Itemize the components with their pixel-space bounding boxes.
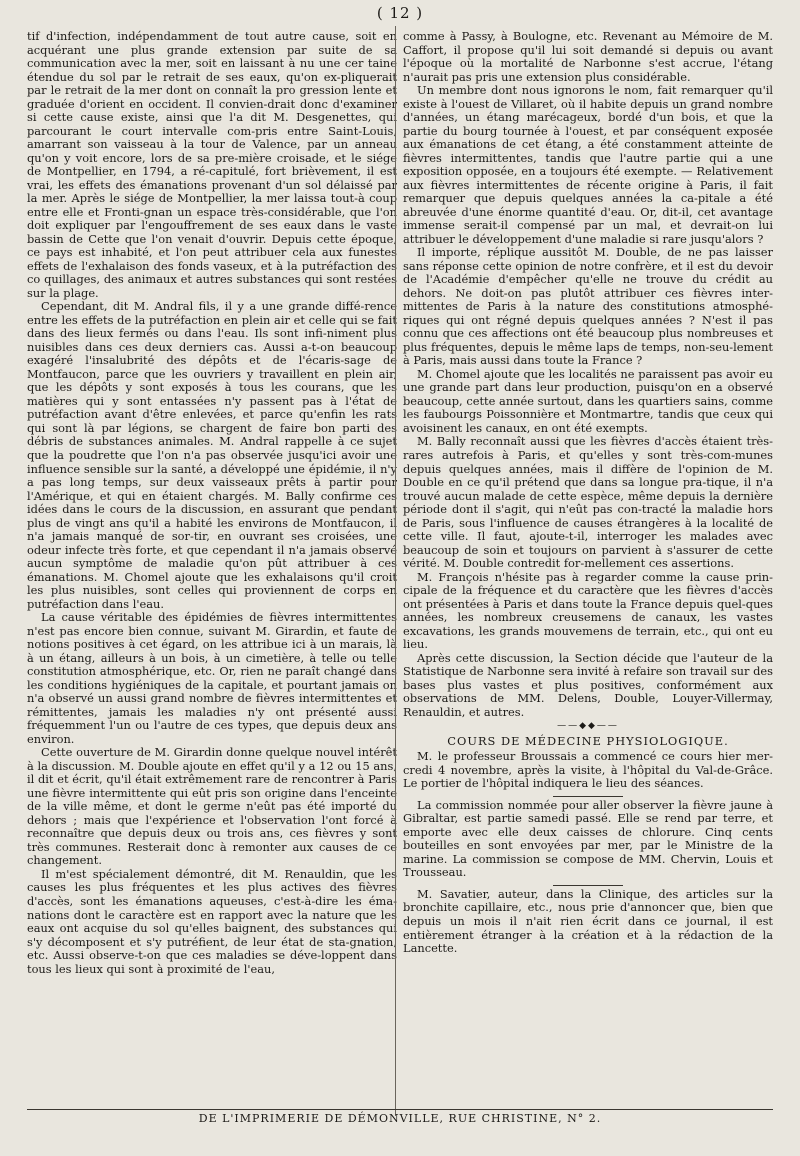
paragraph: Il m'est spécialement démontré, dit M. Renauldin, que les causes les plus fréquentes et les plus actives des fièvres d'accès, sont les émanations aqueuses, c'est-à-dire les éma-nations dont le caractère est en rapport avec la nature que les eaux ont acquise du sol qu'elles baignent, des substances qui s'y décomposent et s'y putréfient, de leur état de sta-gnation, etc. Aussi observe-t-on que ces maladies se déve-loppent dans tous les lieux qui sont à proximité de l'eau, — [27, 866, 397, 976]
paragraph: Il importe, réplique aussitôt M. Double, de ne pas laisser sans réponse cette opinion de notre confrère, et il est du devoir de l'Académie d'empêcher qu'elle ne trouve du crédit au dehors. Ne doit-on pas plutôt attribuer ces fièvres inter-mittentes de Paris à la nature des constitutions atmosphé-riques qui ont régné depuis quelques années ? N'est il pas connu que ces affections ont été beaucoup plus nombreuses et plus fréquentes, depuis le même laps de temps, non-seu-lement à Paris, mais aussi dans toute la France ? — [403, 245, 773, 368]
paragraph: Un membre dont nous ignorons le nom, fait remarquer qu'il existe à l'ouest de Villaret, où il habite depuis un grand nombre d'années, un étang marécageux, bordé d'un bois, et que la partie du bourg tournée à l'ouest, et par conséquent exposée aux émanations de cet étang, a été constamment atteinte de fièvres intermittentes, tandis que l'autre partie qui a une exposition opposée, en a toujours été exempte. — Relativement aux fièvres intermittentes de récente origine à Paris, il fait remarquer que depuis quelques années la ca-pitale a été abreuvée d'une énorme quantité d'eau. Or, dit-il, cet avantage immense serait-il compensé par un mal, et devrait-on lui attribuer le développement d'une maladie si rare jusqu'alors ? — [403, 83, 773, 246]
paragraph: tif d'infection, indépendamment de tout autre cause, soit en acquérant une plus grande extension par suite de sa communication avec la mer, soit en laissant à nu une cer taine étendue du sol par le retrait de ses eaux, qu'on ex-pliquerait par le retrait de la mer dont on connaît la pro gression lente et graduée d'orient en occident. Il convien-drait donc d'examiner si cette cause existe, ainsi que l'a dit M. Desgenettes, qui parcourant le court intervalle com-pris entre Saint-Louis, amarrant son vaisseau à la tour de Valence, par un anneau qu'on y voit encore, lors de sa pre-mière croisade, et le siége de Montpellier, en 1794, a ré-capitulé, fort brièvement, il est vrai, les effets des émanations provenant d'un sol délaissé par la mer. Après le siége de Montpellier, la mer laissa tout-à coup entre elle et Fronti-gnan un espace très-considérable, que l'on doit expliquer par l'engouffrement de ses eaux dans le vaste bassin de Cette que l'on venait d'ouvrir. Depuis cette époque, ce pays est inhabité, et l'on peut attribuer cela aux funestes effets de l'exhalaison des fonds vaseux, et à la putréfaction des co quillages, des animaux et autres substances qui sont restées sur la plage. — [27, 29, 397, 300]
paragraph: M. le professeur Broussais a commencé ce cours hier mer-credi 4 novembre, après la visite, à l'hôpital du Val-de-Grâce. Le portier de l'hôpital indiquera le lieu des séances. — [403, 749, 773, 791]
paragraph: comme à Passy, à Boulogne, etc. Revenant au Mémoire de M. Caffort, il propose qu'il lui soit demandé si depuis ou avant l'époque où la mortalité de Narbonne s'est accrue, l'étang n'aurait pas pris une extension plus considérable. — [403, 29, 773, 84]
page-number: ( 12 ) — [376, 4, 424, 22]
paragraph: M. Chomel ajoute que les localités ne paraissent pas avoir eu une grande part dans leur production, puisqu'on en a observé beaucoup, cette année surtout, dans les quartiers sains, comme les faubourgs Poissonnière et Montmartre, tandis que ceux qui avoisinent les canaux, en ont été exempts. — [403, 366, 773, 435]
paragraph: M. Savatier, auteur, dans la Clinique, des articles sur la bronchite capillaire, etc., nous prie d'annoncer que, bien que depuis un mois il n'ait rien écrit dans ce journal, il est entièrement étranger à la création et à la rédaction de la Lancette. — [403, 886, 773, 956]
paragraph: M. François n'hésite pas à regarder comme la cause prin-cipale de la fréquence et du caractère que les fièvres d'accès ont présentées à Paris et dans toute la France depuis quel-ques années, les nombreux creusemens de canaux, les vastes excavations, les grands mouvemens de terrain, etc., qui ont eu lieu. — [403, 569, 773, 652]
paragraph: Cependant, dit M. Andral fils, il y a une grande diffé-rence entre les effets de la putréfaction en plein air et celle qui se fait dans des lieux fermés ou dans l'eau. Ils sont infi-niment plus nuisibles dans ces deux derniers cas. Aussi a-t-on beaucoup exagéré l'insalubrité des dépôts et de l'écaris-sage de Montfaucon, parce que les ouvriers y travaillent en plein air, que les dépôts y sont exposés à tous les courans, que les matières qui y sont entassées n'y passent pas à l'état de putréfaction avant d'être enlevées, et parce qu'enfin les rats qui sont là par légions, se chargent de faire bon parti des débris de substances animales. M. Andral rappelle à ce sujet que la poudrette que l'on n'a pas observée jusqu'ici avoir une influence sensible sur la santé, a développé une épidémie, il n'y a pas long temps, sur deux vaisseaux prêts à partir pour l'Amérique, et qui en étaient chargés. M. Bally confirme ces idées dans le cours de la discussion, en assurant que pendant plus de vingt ans qu'il a habité les environs de Montfaucon, il n'a jamais manqué de sor-tir, en ouvrant ses croisées, une odeur infecte très forte, et que cependant il n'a jamais observé aucun symptôme de maladie qu'on pût attribuer à ces émanations. M. Chomel ajoute que les exhalaisons qu'il croit les plus nuisibles, sont celles qui proviennent de corps en putréfaction dans l'eau. — [27, 299, 397, 611]
left-column — [27, 30, 397, 976]
paragraph: La commission nommée pour aller observer la fièvre jaune à Gibraltar, est partie samedi passé. Elle se rend par terre, et emporte avec elle deux caisses de chlorure. Cinq cents bouteilles en sont envoyées par mer, par le Ministre de la marine. La commission se compose de MM. Chervin, Louis et Trousseau. — [403, 797, 773, 880]
section-ornament: ——◆◆—— — [557, 721, 619, 732]
section-heading: COURS DE MÉDECINE PHYSIOLOGIQUE. — [447, 733, 729, 748]
paragraph: M. Bally reconnaît aussi que les fièvres d'accès étaient très-rares autrefois à Paris, et qu'elles y sont très-com-munes depuis quelques années, mais il diffère de l'opinion de M. Double en ce qu'il prétend que dans sa longue pra-tique, il n'a trouvé aucun malade de cette espèce, même depuis la dernière période dont il s'agit, qui n'eût pas con-tracté la maladie hors de Paris, sous l'influence de causes étrangères à la localité de cette ville. Il faut, ajoute-t-il, interroger les malades avec beaucoup de soin et toujours on parvient à s'assurer de cette vérité. M. Double contredit for-mellement ces assertions. — [403, 434, 773, 571]
paragraph: Après cette discussion, la Section décide que l'auteur de la Statistique de Narbonne sera invité à refaire son travail sur des bases plus vastes et plus positives, conformément aux observations de MM. Delens, Double, Louyer-Villermay, Renauldin, et autres. — [403, 650, 773, 719]
section-divider — [553, 885, 623, 886]
section-divider — [553, 796, 623, 797]
imprint-line: DE L'IMPRIMERIE DE DÉMONVILLE, RUE CHRISTINE, N° 2. — [27, 1109, 773, 1125]
paragraph: La cause véritable des épidémies de fièvres intermittentes n'est pas encore bien connue, suivant M. Girardin, et faute de notions positives à cet égard, on les attribue ici à un marais, là à un étang, ailleurs à un bois, à un cimetière, à telle ou telle constitution atmosphérique, etc. Or, rien ne paraît changé dans les conditions hygiéniques de la capitale, et pourtant jamais on n'a observé un aussi grand nombre de fièvres intermittentes et rémittentes, jamais les maladies n'y ont présenté aussi fréquemment l'un ou l'autre de ces types, que depuis deux ans environ. — [27, 610, 397, 746]
column-divider — [395, 26, 396, 1116]
right-column — [403, 30, 773, 956]
paragraph: Cette ouverture de M. Girardin donne quelque nouvel intérêt à la discussion. M. Double ajoute en effet qu'il y a 12 ou 15 ans, il dit et écrit, qu'il était extrêmement rare de rencontrer à Paris une fièvre intermittente qui eût pris son origine dans l'enceinte de la ville même, et dont le germe n'eût pas été importé du dehors ; mais que l'expérience et l'observation l'ont forcé à reconnaître que depuis deux ou trois ans, ces fièvres y sont très communes. Resterait donc à remonter aux causes de ce changement. — [27, 745, 397, 868]
